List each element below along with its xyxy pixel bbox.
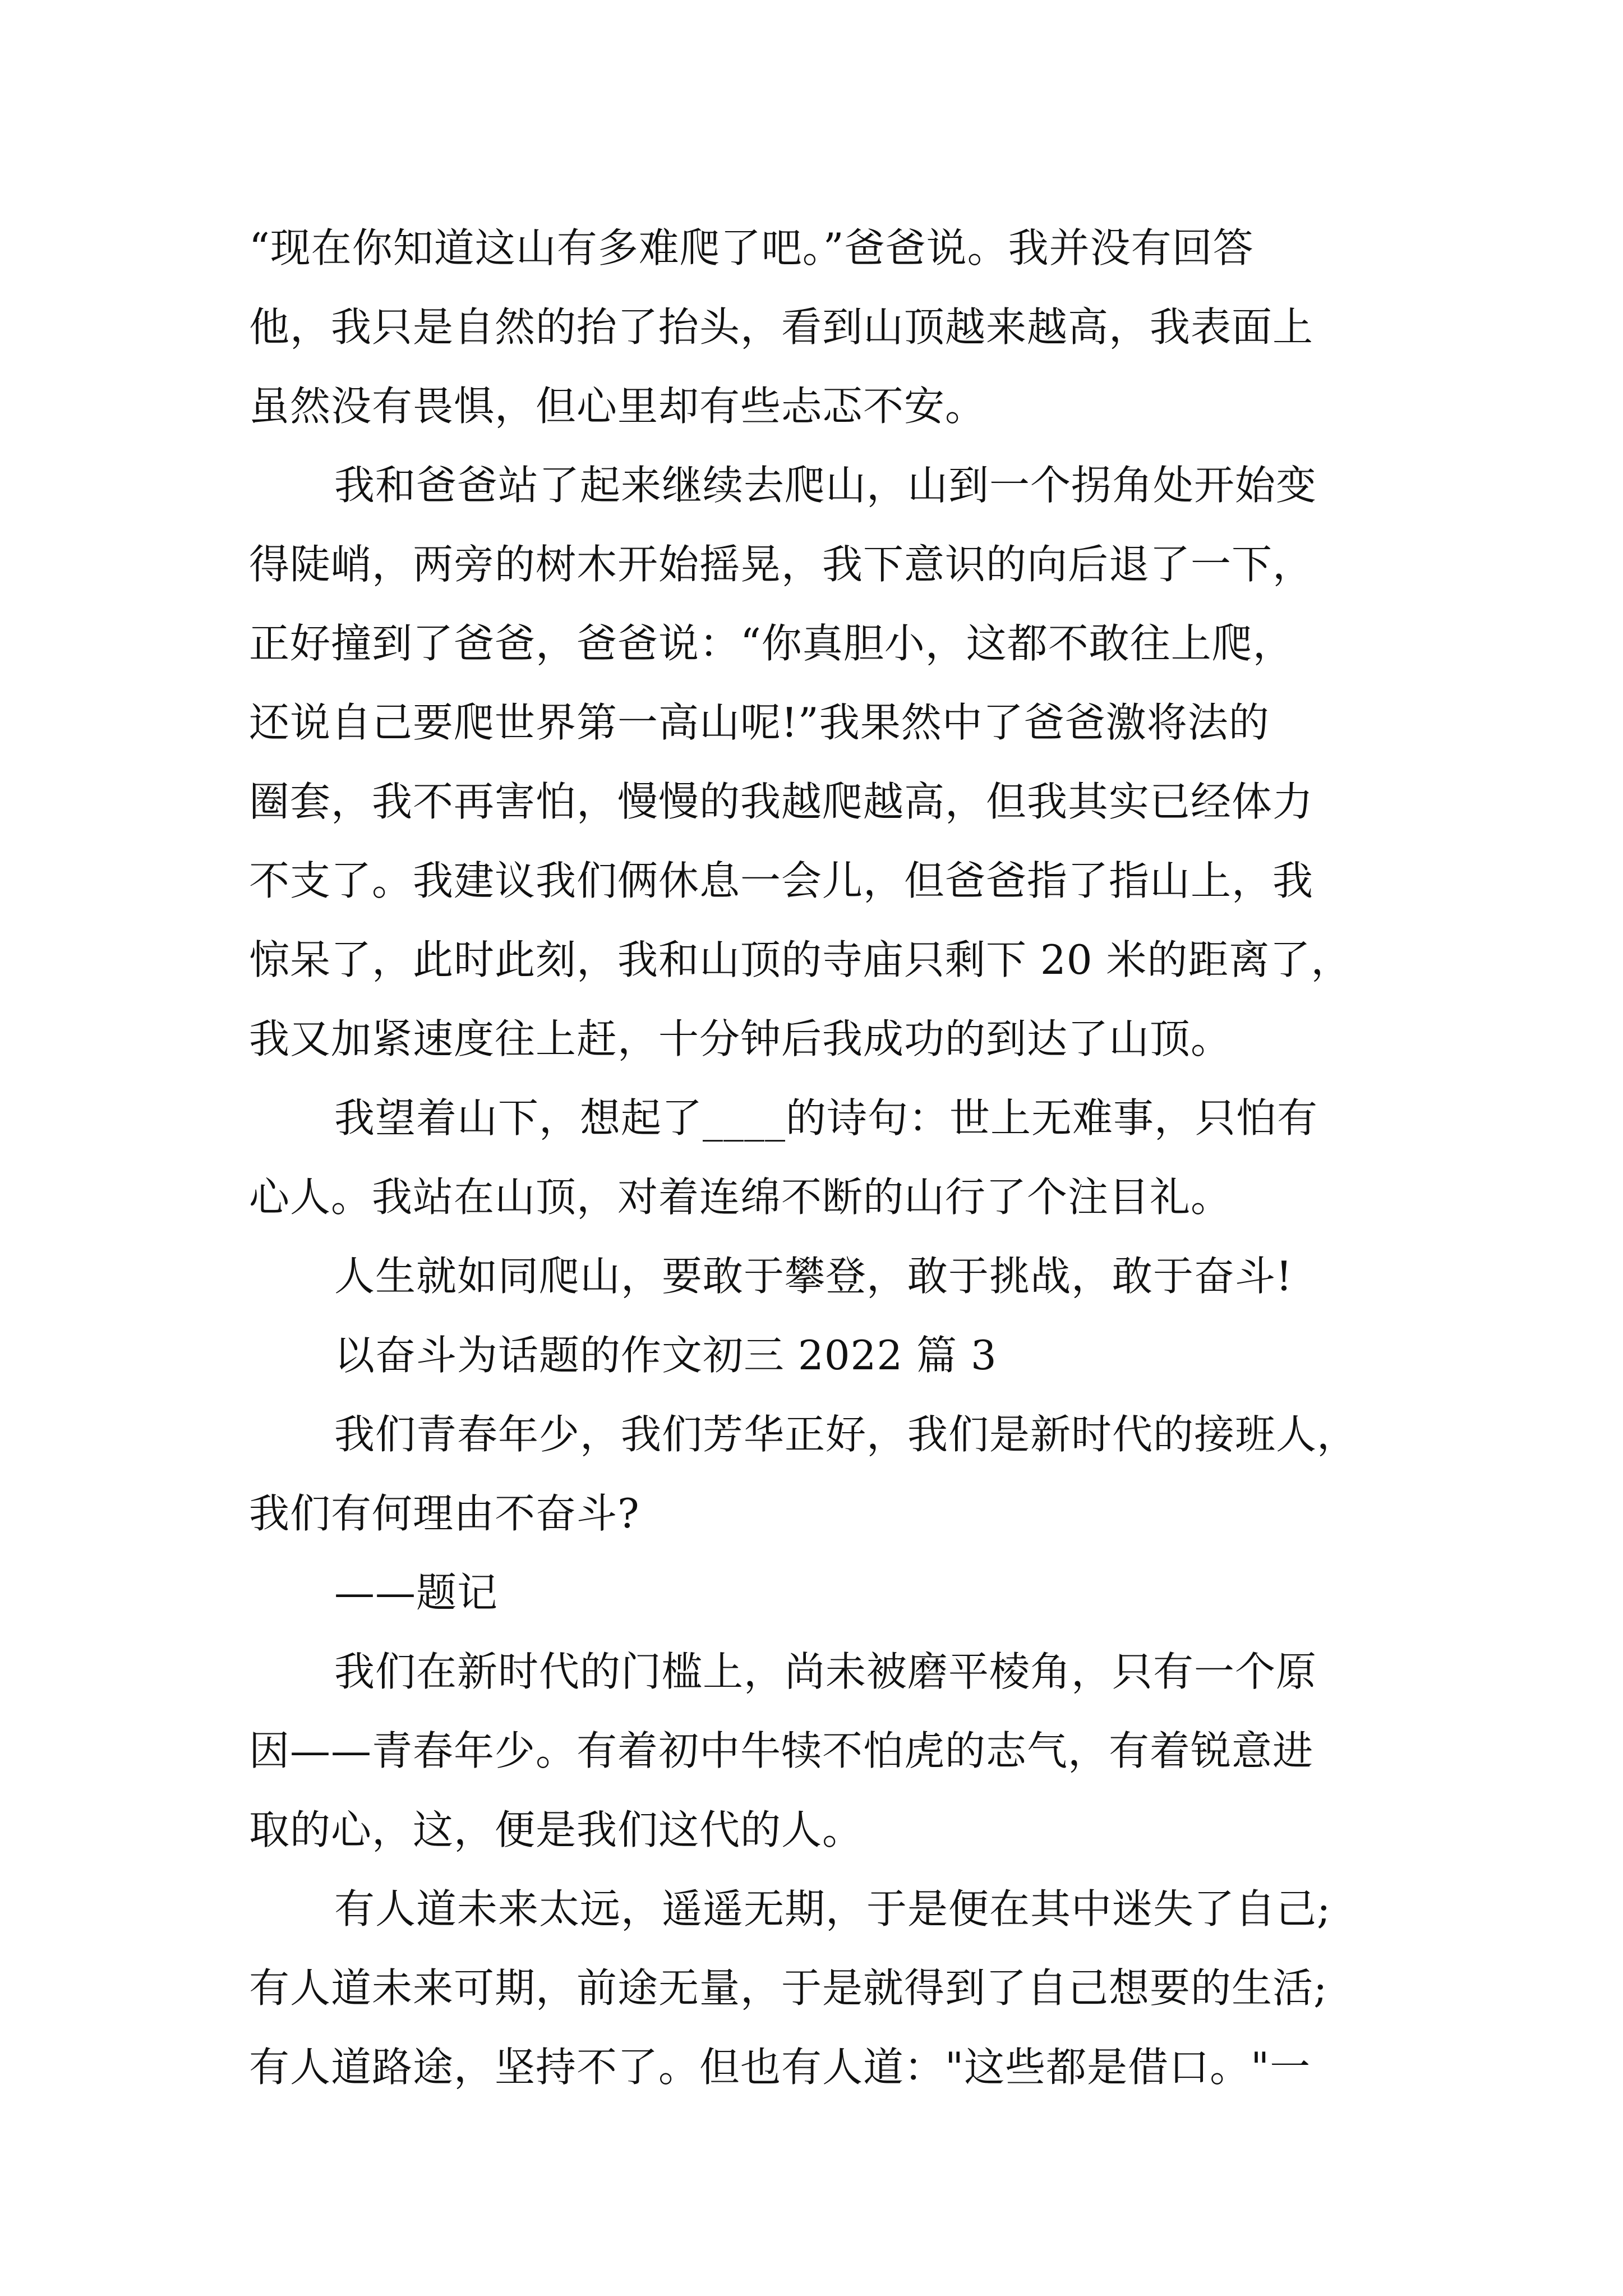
text-line: 取的心，这，便是我们这代的人。 <box>249 1806 864 1853</box>
text-line: 人生就如同爬山，要敢于攀登，敢于挑战，敢于奋斗! <box>334 1253 1293 1300</box>
text-line: 因——青春年少。有着初中牛犊不怕虎的志气，有着锐意进 <box>249 1727 1314 1774</box>
text-line: 我们在新时代的门槛上，尚未被磨平棱角，只有一个原 <box>334 1648 1317 1695</box>
text-line: 我和爸爸站了起来继续去爬山，山到一个拐角处开始变 <box>334 462 1317 509</box>
epigraph-label: ——题记 <box>334 1569 499 1616</box>
text-line: 心人。我站在山顶，对着连绵不断的山行了个注目礼。 <box>249 1174 1232 1221</box>
text-line: 正好撞到了爸爸，爸爸说：“你真胆小，这都不敢往上爬， <box>249 620 1294 667</box>
section-heading: 以奋斗为话题的作文初三 2022 篇 3 <box>334 1332 997 1379</box>
essay-text-block <box>249 209 1382 2107</box>
text-line: 圈套，我不再害怕，慢慢的我越爬越高，但我其实已经体力 <box>249 778 1314 825</box>
text-line: 虽然没有畏惧，但心里却有些忐忑不安。 <box>249 383 986 430</box>
text-line: “现在你知道这山有多难爬了吧。”爸爸说。我并没有回答 <box>249 224 1254 272</box>
text-line: 有人道路途，坚持不了。但也有人道："这些都是借口。"一 <box>249 2044 1311 2091</box>
text-line: 惊呆了，此时此刻，我和山顶的寺庙只剩下 20 米的距离了， <box>249 936 1352 983</box>
text-line: 得陡峭，两旁的树木开始摇晃，我下意识的向后退了一下， <box>249 541 1314 588</box>
text-line: 我们有何理由不奋斗? <box>249 1490 640 1537</box>
text-line: 他，我只是自然的抬了抬头，看到山顶越来越高，我表面上 <box>249 303 1314 351</box>
text-line: 不支了。我建议我们俩休息一会儿，但爸爸指了指山上，我 <box>249 857 1314 904</box>
text-line: 我望着山下，想起了____的诗句：世上无难事，只怕有 <box>334 1094 1318 1142</box>
text-line: 我们青春年少，我们芳华正好，我们是新时代的接班人， <box>334 1411 1358 1458</box>
text-line: 还说自己要爬世界第一高山呢!”我果然中了爸爸激将法的 <box>249 699 1270 746</box>
text-line: 有人道未来可期，前途无量，于是就得到了自己想要的生活; <box>249 1964 1328 2012</box>
text-line: 我又加紧速度往上赶，十分钟后我成功的到达了山顶。 <box>249 1015 1232 1062</box>
text-line: 有人道未来太远，遥遥无期，于是便在其中迷失了自己; <box>334 1885 1331 1932</box>
